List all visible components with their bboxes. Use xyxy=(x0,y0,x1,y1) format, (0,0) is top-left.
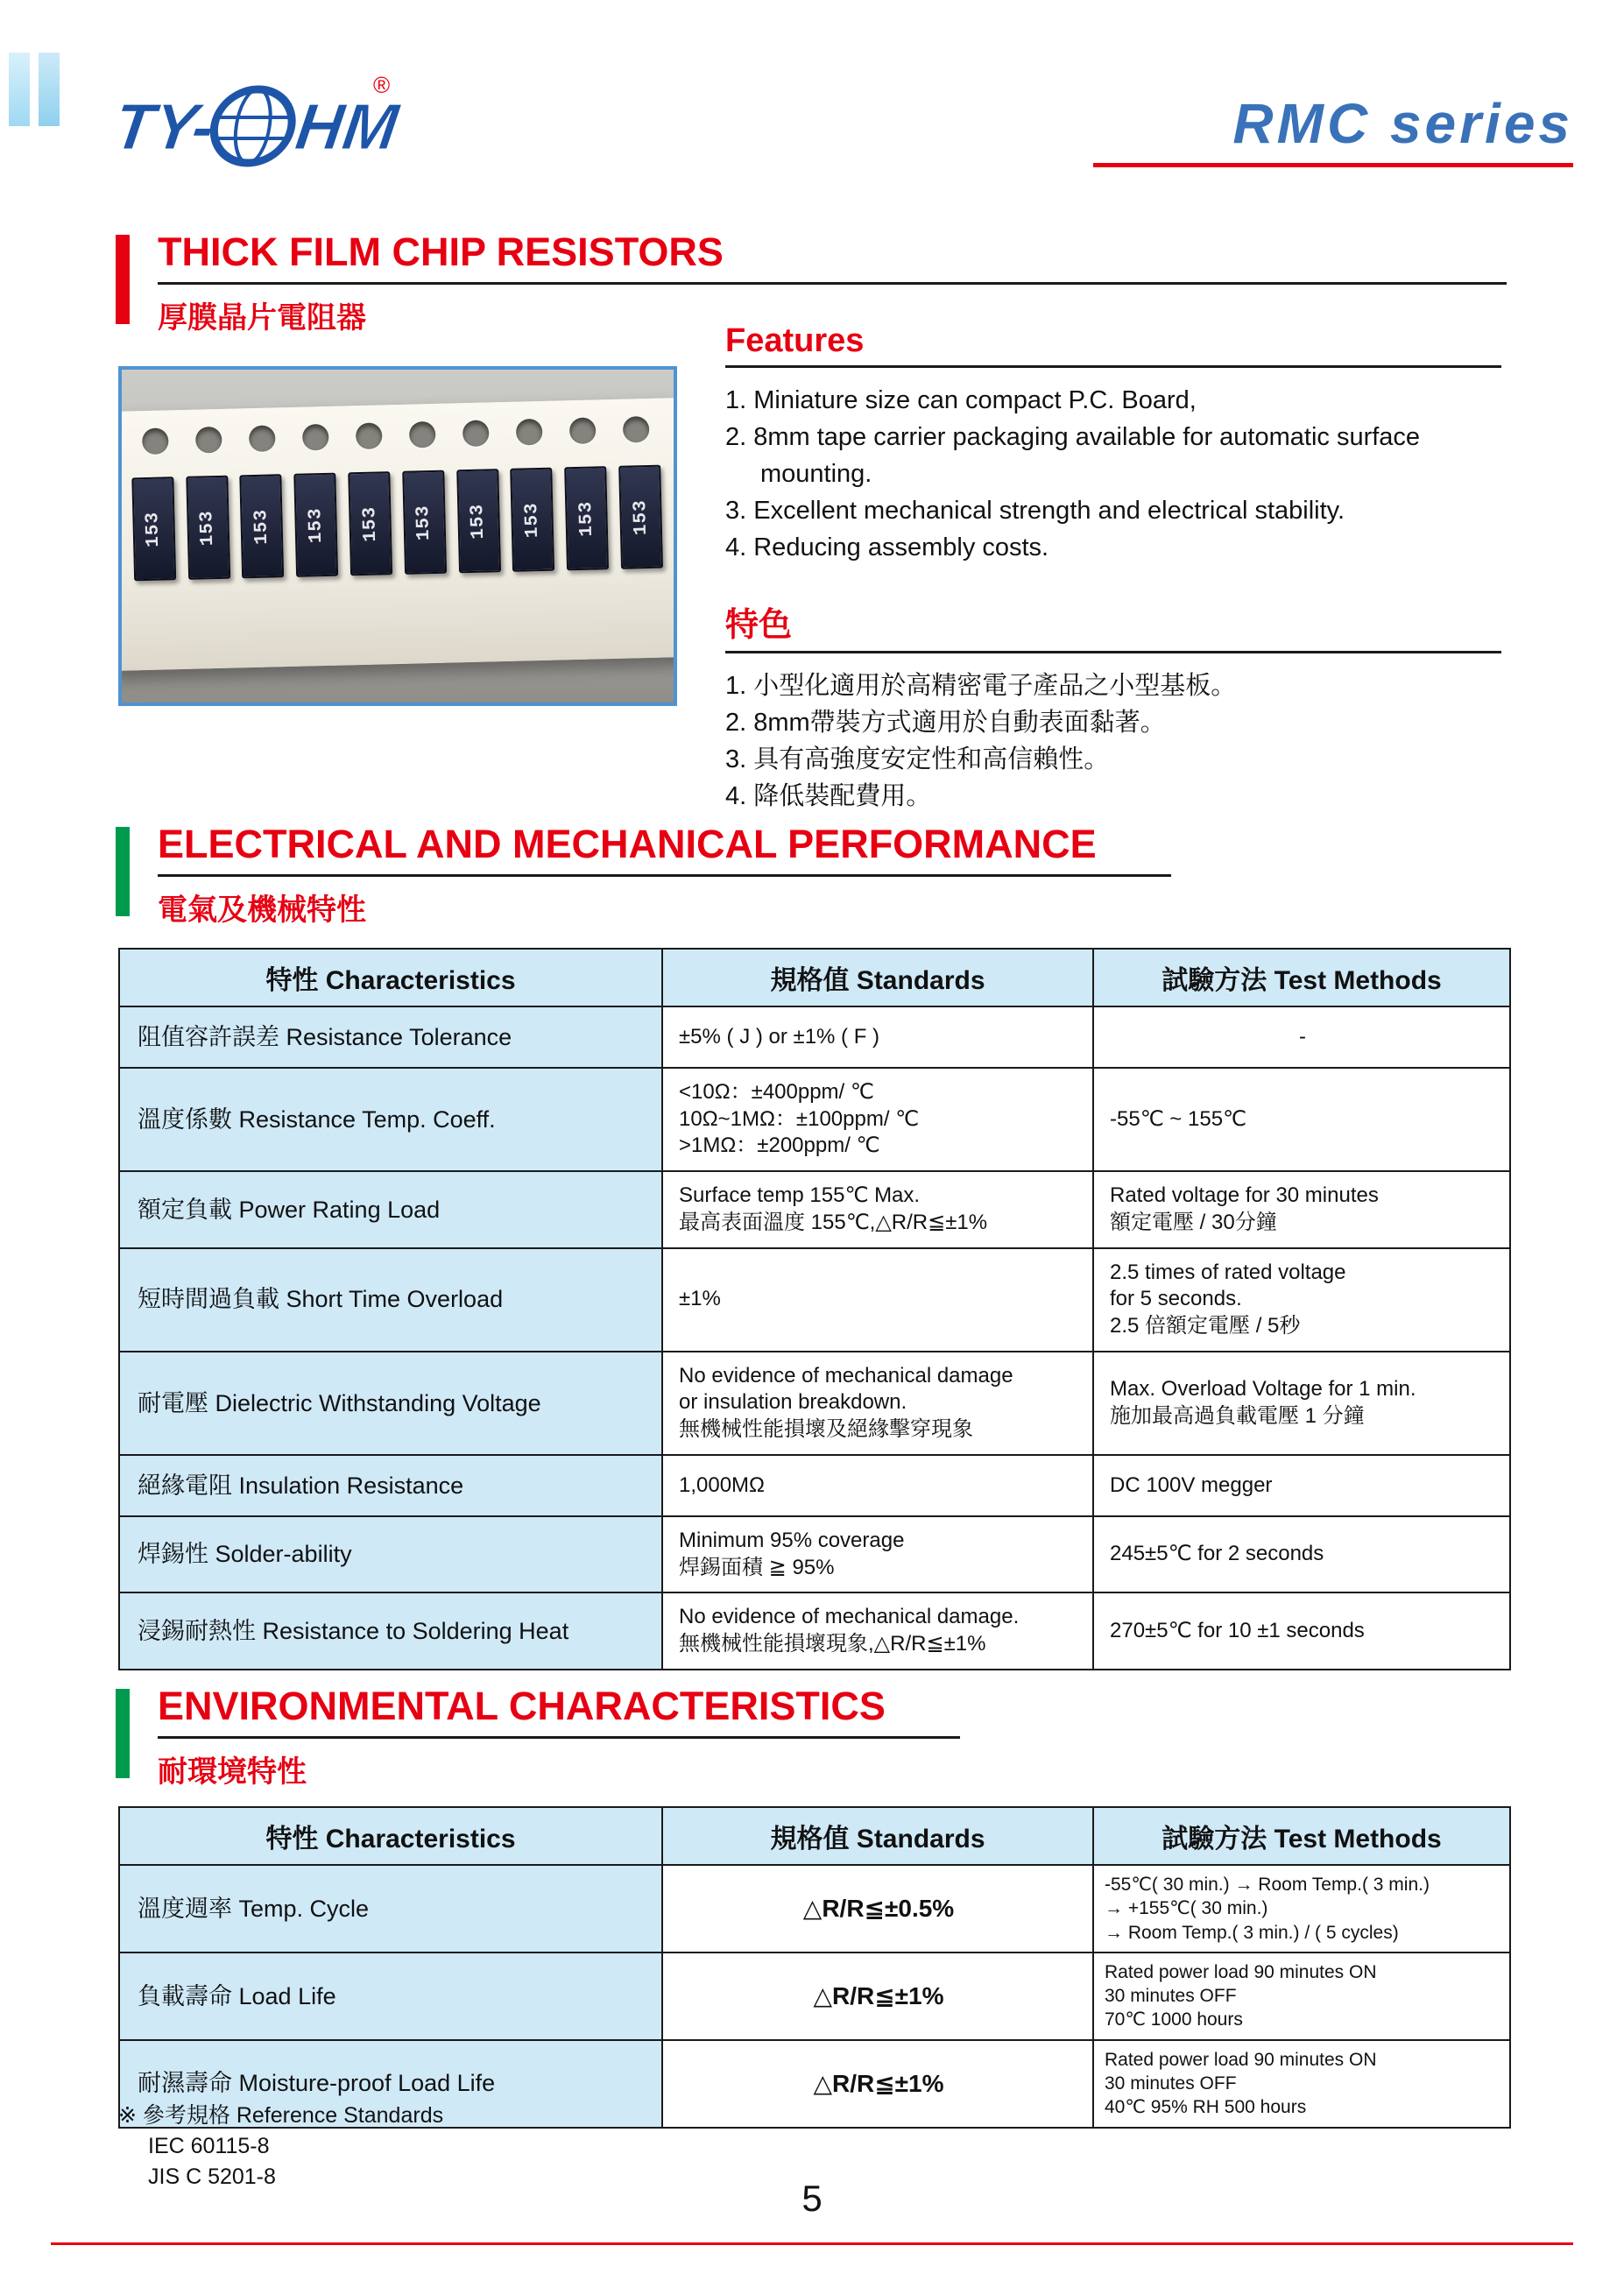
registered-trademark-icon: ® xyxy=(373,72,391,98)
cell-line: <10Ω：±400ppm/ ℃ xyxy=(679,1080,874,1104)
cell-line: Rated voltage for 30 minutes xyxy=(1110,1183,1379,1208)
chip-resistor xyxy=(402,470,447,575)
cell-line: 施加最高過負載電壓 1 分鐘 xyxy=(1110,1403,1365,1428)
features-heading-en: Features xyxy=(725,322,1501,368)
logo-text-left: TY- xyxy=(110,90,220,163)
spec-row xyxy=(119,1516,1510,1592)
section-accent-bar xyxy=(116,235,130,324)
characteristic-cell xyxy=(119,1006,662,1068)
spec-row xyxy=(119,1352,1510,1455)
tape-sprocket-hole xyxy=(301,424,328,451)
cell-line: 絕緣電阻 Insulation Resistance xyxy=(138,1472,464,1499)
page-number: 5 xyxy=(801,2178,823,2219)
characteristic-cell xyxy=(119,1953,662,2040)
features-heading-zh: 特色 xyxy=(725,597,1501,653)
cell-line: 2.5 times of rated voltage xyxy=(1110,1260,1346,1284)
standard-cell xyxy=(662,1352,1093,1455)
characteristic-cell xyxy=(119,1516,662,1592)
tape-sprocket-hole xyxy=(408,421,435,448)
logo-text-right: HM xyxy=(291,90,403,163)
cell-line: ±5% ( J ) or ±1% ( F ) xyxy=(679,1024,880,1049)
chip-resistor xyxy=(618,465,663,569)
tape-sprocket-hole xyxy=(248,425,275,452)
cell-line: 焊錫面積 ≧ 95% xyxy=(679,1555,835,1579)
characteristic-cell xyxy=(119,1455,662,1516)
spec-row xyxy=(119,1865,1510,1953)
test-method-cell xyxy=(1093,1865,1510,1953)
chip-resistor xyxy=(131,477,176,581)
tape-sprocket-hole xyxy=(462,420,489,447)
cell-line: 270±5℃ for 10 ±1 seconds xyxy=(1110,1618,1365,1642)
cell-line: >1MΩ：±200ppm/ ℃ xyxy=(679,1133,880,1158)
feature-item: 3. Excellent mechanical strength and electrical stability. xyxy=(725,497,1345,526)
tape-sprocket-hole xyxy=(568,417,596,444)
cell-line: 2.5 倍額定電壓 / 5秒 xyxy=(1110,1314,1301,1338)
chip-resistor xyxy=(240,474,285,578)
chip-row xyxy=(118,441,677,582)
logo-globe xyxy=(209,89,297,163)
cell-line: 245±5℃ for 2 seconds xyxy=(1110,1542,1324,1566)
cell-line: No evidence of mechanical damage xyxy=(679,1363,1013,1388)
characteristic-cell xyxy=(119,1865,662,1953)
section-accent-bar xyxy=(116,1689,130,1778)
section-title-zh: 耐環境特性 xyxy=(158,1755,307,1789)
chip-marking: 153 xyxy=(413,504,435,540)
chip-resistor xyxy=(564,466,609,570)
cell-line: 1,000MΩ xyxy=(679,1472,765,1497)
column-header: 特性 Characteristics xyxy=(119,1807,662,1865)
cell-line: DC 100V megger xyxy=(1110,1472,1273,1497)
section-electrical xyxy=(116,822,1171,929)
section-thick-film xyxy=(116,230,1507,336)
cell-line: Surface temp 155℃ Max. xyxy=(679,1183,921,1208)
chip-marking: 153 xyxy=(251,508,273,545)
cell-line: → +155℃( 30 min.) xyxy=(1105,1898,1268,1919)
tape-sprocket-hole xyxy=(355,422,382,449)
product-photo xyxy=(118,366,677,706)
cell-line: 耐電壓 Dielectric Withstanding Voltage xyxy=(138,1389,541,1416)
reference-item: IEC 60115-8 xyxy=(148,2134,270,2158)
section-title-en: ELECTRICAL AND MECHANICAL PERFORMANCE xyxy=(158,822,1171,877)
spec-row xyxy=(119,1592,1510,1669)
standard-cell xyxy=(662,1865,1093,1953)
tape-sprocket-hole xyxy=(515,419,542,446)
header-row xyxy=(119,1807,1510,1865)
cell-line: No evidence of mechanical damage. xyxy=(679,1605,1020,1629)
reference-note: ※ 參考規格 Reference Standards xyxy=(118,2103,444,2128)
test-method-cell xyxy=(1093,1455,1510,1516)
spec-row xyxy=(119,1248,1510,1352)
logo-globe-meridian xyxy=(231,89,275,163)
corner-deco-bar xyxy=(9,53,30,126)
cell-line: -55℃ ~ 155℃ xyxy=(1110,1106,1246,1131)
tape-sprocket-hole xyxy=(622,416,649,443)
test-method-cell xyxy=(1093,1592,1510,1669)
cell-line: 負載壽命 Load Life xyxy=(138,1982,336,2009)
characteristic-cell xyxy=(119,1352,662,1455)
cell-line: 40℃ 95% RH 500 hours xyxy=(1105,2097,1307,2118)
characteristic-cell xyxy=(119,1248,662,1352)
column-header: 特性 Characteristics xyxy=(119,949,662,1006)
tape-sprocket-hole xyxy=(141,427,168,455)
test-method-cell xyxy=(1093,1352,1510,1455)
characteristic-cell xyxy=(119,1171,662,1247)
cell-line: - xyxy=(1299,1024,1306,1049)
section-accent-bar xyxy=(116,827,130,916)
cell-line: 溫度週率 Temp. Cycle xyxy=(138,1895,370,1922)
feature-item: 1. Miniature size can compact P.C. Board, xyxy=(725,386,1197,414)
test-method-cell xyxy=(1093,1248,1510,1352)
features-section xyxy=(725,322,1501,815)
chip-resistor xyxy=(348,471,392,576)
section-title-zh: 電氣及機械特性 xyxy=(158,893,366,927)
characteristic-cell xyxy=(119,1068,662,1171)
chip-resistor xyxy=(456,469,501,573)
section-title-zh: 厚膜晶片電阻器 xyxy=(158,301,366,335)
cell-line: 無機械性能損壞現象,△R/R≦±1% xyxy=(679,1632,986,1656)
reference-item: JIS C 5201-8 xyxy=(148,2164,276,2189)
standard-cell xyxy=(662,1006,1093,1068)
feature-item: 2. 8mm帶裝方式適用於自動表面黏著。 xyxy=(725,709,1166,738)
cell-line: 額定負載 Power Rating Load xyxy=(138,1196,441,1223)
series-underline xyxy=(1093,163,1573,167)
cell-line: 浸錫耐熱性 Resistance to Soldering Heat xyxy=(138,1617,569,1644)
characteristic-cell xyxy=(119,1592,662,1669)
cell-line: or insulation breakdown. xyxy=(679,1390,907,1415)
standard-cell xyxy=(662,1592,1093,1669)
cell-line: 無機械性能損壞及絕緣擊穿現象 xyxy=(679,1417,973,1442)
section-title-en: THICK FILM CHIP RESISTORS xyxy=(158,230,1507,285)
bottom-rule xyxy=(51,2242,1573,2245)
chip-marking: 153 xyxy=(468,503,490,540)
cell-line: 最高表面溫度 155℃,△R/R≦±1% xyxy=(679,1210,988,1234)
standard-cell xyxy=(662,1171,1093,1247)
chip-resistor xyxy=(511,468,555,572)
feature-item: 2. 8mm tape carrier packaging available for automatic surface mounting. xyxy=(725,423,1421,489)
feature-item: 1. 小型化適用於高精密電子產品之小型基板。 xyxy=(725,672,1237,701)
cell-line: 70℃ 1000 hours xyxy=(1105,2009,1243,2030)
cell-line: 30 minutes OFF xyxy=(1105,1986,1237,2007)
cell-line: -55℃( 30 min.) → Room Temp.( 3 min.) xyxy=(1105,1875,1430,1895)
chip-marking: 153 xyxy=(630,498,652,535)
chip-resistor xyxy=(294,473,339,577)
standard-cell xyxy=(662,2040,1093,2128)
cell-line: 耐濕壽命 Moisture-proof Load Life xyxy=(138,2070,496,2097)
corner-deco-bar xyxy=(39,53,60,126)
standard-cell xyxy=(662,1455,1093,1516)
series-title: RMC series xyxy=(1232,92,1573,155)
series-header xyxy=(1093,91,1573,167)
cell-line: → Room Temp.( 3 min.) / ( 5 cycles) xyxy=(1105,1922,1399,1943)
cell-line: Rated power load 90 minutes ON xyxy=(1105,1961,1377,1982)
cell-line: Minimum 95% coverage xyxy=(679,1528,905,1552)
standard-cell xyxy=(662,1516,1093,1592)
feature-item: 3. 具有高強度安定性和高信賴性。 xyxy=(725,745,1110,774)
standard-cell xyxy=(662,1068,1093,1171)
column-header: 規格值 Standards xyxy=(662,1807,1093,1865)
cell-line: Max. Overload Voltage for 1 min. xyxy=(1110,1377,1416,1402)
cell-line: 額定電壓 / 30分鐘 xyxy=(1110,1210,1277,1234)
features-list-en xyxy=(725,382,1501,566)
cell-line: 短時間過負載 Short Time Overload xyxy=(138,1286,504,1313)
chip-marking: 153 xyxy=(305,506,327,543)
tyohm-logo-graphic xyxy=(110,68,408,182)
spec-row xyxy=(119,1171,1510,1247)
test-method-cell xyxy=(1093,1171,1510,1247)
environmental-table xyxy=(118,1806,1511,2129)
column-header: 試驗方法 Test Methods xyxy=(1093,949,1510,1006)
chip-resistor xyxy=(186,476,230,580)
chip-marking: 153 xyxy=(522,501,544,538)
column-header: 試驗方法 Test Methods xyxy=(1093,1807,1510,1865)
section-title-en: ENVIRONMENTAL CHARACTERISTICS xyxy=(158,1684,960,1739)
section-environmental xyxy=(116,1684,960,1790)
chip-marking: 153 xyxy=(197,509,219,546)
spec-row xyxy=(119,1068,1510,1171)
test-method-cell xyxy=(1093,1006,1510,1068)
spec-row xyxy=(119,1953,1510,2040)
cell-line: 30 minutes OFF xyxy=(1105,2073,1237,2094)
cell-line: 溫度係數 Resistance Temp. Coeff. xyxy=(138,1105,496,1133)
test-method-cell xyxy=(1093,2040,1510,2128)
chip-marking: 153 xyxy=(575,500,597,537)
cell-line: △R/R≦±1% xyxy=(813,1981,944,2009)
test-method-cell xyxy=(1093,1953,1510,2040)
electrical-table xyxy=(118,948,1511,1670)
column-header: 規格值 Standards xyxy=(662,949,1093,1006)
chip-marking: 153 xyxy=(359,505,381,542)
header-row xyxy=(119,949,1510,1006)
cell-line: 焊錫性 Solder-ability xyxy=(138,1541,352,1568)
cell-line: △R/R≦±1% xyxy=(813,2069,944,2097)
cell-line: 10Ω~1MΩ：±100ppm/ ℃ xyxy=(679,1106,920,1131)
standard-cell xyxy=(662,1953,1093,2040)
cell-line: for 5 seconds. xyxy=(1110,1287,1242,1311)
feature-item: 4. 降低裝配費用。 xyxy=(725,782,932,811)
feature-item: 4. Reducing assembly costs. xyxy=(725,533,1049,562)
test-method-cell xyxy=(1093,1516,1510,1592)
carrier-tape xyxy=(118,398,677,671)
tape-sprocket-hole xyxy=(194,427,222,454)
cell-line: ±1% xyxy=(679,1287,721,1311)
spec-row xyxy=(119,1006,1510,1068)
cell-line: 阻值容許誤差 Resistance Tolerance xyxy=(138,1023,512,1050)
cell-line: △R/R≦±0.5% xyxy=(802,1895,955,1923)
cell-line: Rated power load 90 minutes ON xyxy=(1105,2049,1377,2070)
spec-row xyxy=(119,1455,1510,1516)
chip-marking: 153 xyxy=(143,511,165,547)
tyohm-logo xyxy=(110,68,408,182)
test-method-cell xyxy=(1093,1068,1510,1171)
standard-cell xyxy=(662,1248,1093,1352)
features-list-zh xyxy=(725,667,1501,815)
